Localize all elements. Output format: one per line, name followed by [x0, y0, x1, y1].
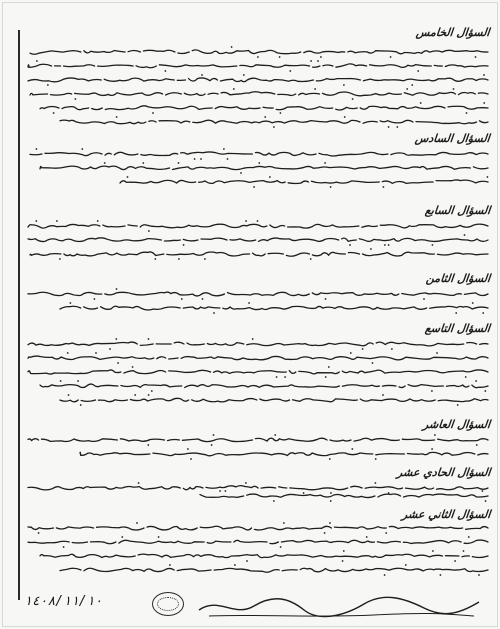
section-heading-q5: السؤال الخامس [415, 26, 491, 39]
handwriting-diacritic-dot [169, 564, 171, 566]
handwriting-diacritic-dot [165, 70, 167, 72]
handwriting-stroke-line [40, 554, 488, 558]
handwriting-diacritic-dot [273, 500, 275, 502]
handwriting-diacritic-dot [324, 162, 326, 164]
handwriting-diacritic-dot [60, 380, 62, 382]
handwriting-diacritic-dot [257, 220, 259, 222]
handwriting-diacritic-dot [310, 60, 312, 62]
handwriting-stroke-line [120, 180, 488, 184]
handwriting-diacritic-dot [432, 550, 434, 552]
handwriting-diacritic-dot [233, 88, 235, 90]
handwriting-stroke-line [30, 152, 488, 156]
handwriting-diacritic-dot [385, 532, 387, 534]
handwriting-diacritic-dot [485, 500, 487, 502]
handwriting-diacritic-dot [434, 434, 436, 436]
handwriting-diacritic-dot [349, 244, 351, 246]
handwriting-diacritic-dot [53, 112, 55, 114]
handwriting-diacritic-dot [457, 404, 459, 406]
section-heading-q12: السؤال الثاني عشر [400, 508, 491, 521]
handwriting-diacritic-dot [97, 220, 99, 222]
handwriting-diacritic-dot [317, 60, 319, 62]
handwriting-diacritic-dot [283, 522, 285, 524]
section-heading-q7: السؤال السابع [424, 204, 491, 217]
handwriting-diacritic-dot [436, 352, 438, 354]
handwriting-diacritic-dot [350, 352, 352, 354]
handwriting-diacritic-dot [342, 560, 344, 562]
handwriting-diacritic-dot [314, 88, 316, 90]
handwriting-stroke-line [30, 252, 488, 256]
handwriting-diacritic-dot [324, 532, 326, 534]
handwriting-diacritic-dot [211, 444, 213, 446]
handwriting-diacritic-dot [303, 492, 305, 494]
handwriting-diacritic-dot [383, 186, 385, 188]
handwriting-diacritic-dot [253, 186, 255, 188]
handwriting-diacritic-dot [330, 500, 332, 502]
handwriting-stroke-line [28, 486, 488, 490]
handwriting-diacritic-dot [343, 550, 345, 552]
handwriting-diacritic-dot [121, 536, 123, 538]
handwriting-diacritic-dot [190, 458, 192, 460]
handwriting-diacritic-dot [77, 380, 79, 382]
handwriting-diacritic-dot [396, 126, 398, 128]
handwriting-diacritic-dot [453, 88, 455, 90]
handwriting-diacritic-dot [366, 536, 368, 538]
handwriting-stroke-line [28, 292, 488, 296]
handwriting-diacritic-dot [151, 390, 153, 392]
handwriting-diacritic-dot [80, 404, 82, 406]
handwriting-diacritic-dot [384, 244, 386, 246]
handwriting-diacritic-dot [148, 338, 150, 340]
handwriting-stroke-line [80, 452, 488, 456]
handwriting-diacritic-dot [320, 56, 322, 58]
handwriting-stroke-line [28, 356, 488, 360]
handwriting-stroke-line [60, 120, 488, 124]
handwriting-diacritic-dot [213, 434, 215, 436]
handwriting-diacritic-dot [344, 116, 346, 118]
handwriting-diacritic-dot [375, 482, 377, 484]
handwriting-diacritic-dot [223, 148, 225, 150]
handwriting-diacritic-dot [104, 162, 106, 164]
handwriting-diacritic-dot [273, 126, 275, 128]
handwriting-diacritic-dot [116, 116, 118, 118]
handwriting-diacritic-dot [59, 258, 61, 260]
handwriting-diacritic-dot [352, 98, 354, 100]
handwriting-diacritic-dot [468, 536, 470, 538]
seal-stamp-inner [157, 597, 179, 611]
handwriting-diacritic-dot [330, 492, 332, 494]
handwriting-stroke-line [200, 494, 488, 498]
handwritten-text-strokes [28, 46, 491, 576]
handwriting-diacritic-dot [390, 56, 392, 58]
handwriting-diacritic-dot [325, 376, 327, 378]
handwriting-diacritic-dot [388, 244, 390, 246]
handwriting-diacritic-dot [417, 70, 419, 72]
handwriting-diacritic-dot [411, 84, 413, 86]
handwriting-diacritic-dot [132, 366, 134, 368]
handwriting-stroke-line [40, 166, 488, 169]
handwriting-diacritic-dot [431, 390, 433, 392]
handwriting-diacritic-dot [454, 560, 456, 562]
handwriting-diacritic-dot [154, 258, 156, 260]
handwriting-diacritic-dot [219, 490, 221, 492]
handwriting-diacritic-dot [234, 564, 236, 566]
handwriting-diacritic-dot [148, 394, 150, 396]
handwriting-diacritic-dot [423, 298, 425, 300]
handwriting-diacritic-dot [38, 532, 40, 534]
handwriting-diacritic-dot [375, 458, 377, 460]
handwriting-diacritic-dot [202, 298, 204, 300]
section-heading-q9: السؤال التاسع [424, 322, 491, 335]
handwriting-diacritic-dot [75, 98, 77, 100]
signature-scribble [194, 592, 484, 622]
handwriting-diacritic-dot [329, 522, 331, 524]
handwriting-diacritic-dot [36, 148, 38, 150]
handwriting-diacritic-dot [310, 258, 312, 260]
handwriting-diacritic-dot [138, 482, 140, 484]
handwriting-stroke-line [28, 438, 488, 441]
handwriting-diacritic-dot [246, 560, 248, 562]
handwriting-stroke-line [30, 92, 488, 96]
handwriting-diacritic-dot [466, 112, 468, 114]
handwriting-diacritic-dot [183, 244, 185, 246]
seal-stamp [152, 592, 184, 616]
section-heading-q6: السؤال السادس [414, 132, 491, 145]
handwriting-diacritic-dot [325, 298, 327, 300]
handwriting-diacritic-dot [134, 394, 136, 396]
handwriting-diacritic-dot [351, 448, 353, 450]
handwriting-diacritic-dot [201, 74, 203, 76]
handwriting-diacritic-dot [440, 574, 442, 576]
handwriting-diacritic-dot [227, 158, 229, 160]
handwriting-diacritic-dot [225, 490, 227, 492]
section-heading-q10: السؤال العاشر [422, 418, 491, 431]
handwriting-stroke-line [28, 526, 488, 530]
handwriting-diacritic-dot [187, 448, 189, 450]
handwriting-diacritic-dot [276, 376, 278, 378]
handwriting-diacritic-dot [370, 248, 372, 250]
document-footer [24, 592, 484, 622]
handwriting-diacritic-dot [280, 546, 282, 548]
handwriting-diacritic-dot [70, 302, 72, 304]
handwriting-stroke-line [30, 50, 488, 54]
handwriting-diacritic-dot [465, 376, 467, 378]
handwriting-diacritic-dot [63, 546, 65, 548]
handwriting-diacritic-dot [482, 312, 484, 314]
handwriting-diacritic-dot [279, 56, 281, 58]
handwriting-diacritic-dot [475, 56, 477, 58]
handwriting-diacritic-dot [81, 148, 83, 150]
handwriting-diacritic-dot [148, 230, 150, 232]
handwriting-diacritic-dot [289, 70, 291, 72]
handwriting-diacritic-dot [382, 394, 384, 396]
document-date: ١٤٠٨/١١/١٠ [24, 594, 103, 609]
handwriting-diacritic-dot [178, 162, 180, 164]
handwriting-diacritic-dot [36, 60, 38, 62]
handwriting-diacritic-dot [115, 338, 117, 340]
handwriting-diacritic-dot [432, 244, 434, 246]
handwriting-stroke-line [28, 342, 488, 346]
handwriting-diacritic-dot [243, 74, 245, 76]
handwriting-stroke-line [40, 384, 488, 388]
handwriting-diacritic-dot [329, 458, 331, 460]
handwriting-diacritic-dot [116, 288, 118, 290]
handwriting-diacritic-dot [476, 444, 478, 446]
handwriting-diacritic-dot [257, 56, 259, 58]
handwriting-diacritic-dot [56, 220, 58, 222]
section-heading-q8: السؤال الثامن [425, 272, 491, 285]
handwriting-diacritic-dot [136, 522, 138, 524]
handwriting-diacritic-dot [269, 176, 271, 178]
handwriting-diacritic-dot [200, 158, 202, 160]
handwriting-diacritic-dot [94, 298, 96, 300]
handwriting-stroke-line [60, 398, 488, 402]
handwriting-stroke-line [60, 568, 488, 572]
handwriting-diacritic-dot [391, 348, 393, 350]
handwriting-diacritic-dot [204, 258, 206, 260]
handwriting-diacritic-dot [384, 574, 386, 576]
handwriting-stroke-line [28, 238, 488, 242]
handwriting-stroke-line [28, 224, 488, 228]
handwriting-diacritic-dot [487, 176, 489, 178]
handwriting-diacritic-dot [95, 352, 97, 354]
handwriting-diacritic-dot [231, 46, 233, 48]
handwriting-diacritic-dot [152, 112, 154, 114]
handwriting-diacritic-dot [117, 362, 119, 364]
handwriting-diacritic-dot [455, 312, 457, 314]
handwriting-diacritic-dot [240, 172, 242, 174]
handwriting-diacritic-dot [328, 366, 330, 368]
handwriting-diacritic-dot [484, 390, 486, 392]
handwriting-diacritic-dot [330, 186, 332, 188]
handwriting-diacritic-dot [343, 84, 345, 86]
handwriting-diacritic-dot [405, 564, 407, 566]
handwriting-diacritic-dot [274, 434, 276, 436]
handwriting-diacritic-dot [264, 116, 266, 118]
handwriting-diacritic-dot [35, 220, 37, 222]
handwriting-diacritic-dot [280, 112, 282, 114]
handwriting-diacritic-dot [147, 444, 149, 446]
handwriting-diacritic-dot [483, 74, 485, 76]
handwriting-stroke-line [60, 306, 488, 310]
handwriting-diacritic-dot [158, 536, 160, 538]
handwriting-diacritic-dot [252, 338, 254, 340]
handwriting-diacritic-dot [284, 376, 286, 378]
handwriting-stroke-line [28, 64, 488, 68]
handwriting-stroke-line [40, 106, 488, 110]
handwriting-stroke-line [28, 370, 488, 374]
handwriting-diacritic-dot [482, 490, 484, 492]
handwriting-diacritic-dot [388, 126, 390, 128]
handwriting-diacritic-dot [372, 362, 374, 364]
handwriting-diacritic-dot [68, 394, 70, 396]
handwriting-diacritic-dot [431, 448, 433, 450]
handwriting-diacritic-dot [420, 102, 422, 104]
section-heading-q11: السؤال الحادي عشر [395, 466, 491, 479]
handwriting-diacritic-dot [475, 380, 477, 382]
handwriting-diacritic-dot [245, 482, 247, 484]
handwriting-diacritic-dot [406, 88, 408, 90]
handwriting-stroke-line [28, 78, 488, 82]
handwriting-diacritic-dot [464, 234, 466, 236]
handwriting-diacritic-dot [248, 302, 250, 304]
handwriting-diacritic-dot [178, 258, 180, 260]
handwriting-stroke-line [28, 540, 488, 544]
handwriting-diacritic-dot [258, 162, 260, 164]
handwriting-diacritic-dot [127, 176, 129, 178]
handwriting-diacritic-dot [47, 84, 49, 86]
handwriting-diacritic-dot [213, 312, 215, 314]
handwriting-diacritic-dot [463, 550, 465, 552]
handwriting-diacritic-dot [142, 162, 144, 164]
handwriting-diacritic-dot [181, 298, 183, 300]
handwriting-diacritic-dot [478, 574, 480, 576]
handwriting-diacritic-dot [245, 220, 247, 222]
handwriting-diacritic-dot [67, 352, 69, 354]
handwriting-diacritic-dot [362, 348, 364, 350]
handwriting-diacritic-dot [194, 158, 196, 160]
handwriting-diacritic-dot [472, 302, 474, 304]
handwriting-diacritic-dot [109, 348, 111, 350]
handwriting-diacritic-dot [483, 102, 485, 104]
